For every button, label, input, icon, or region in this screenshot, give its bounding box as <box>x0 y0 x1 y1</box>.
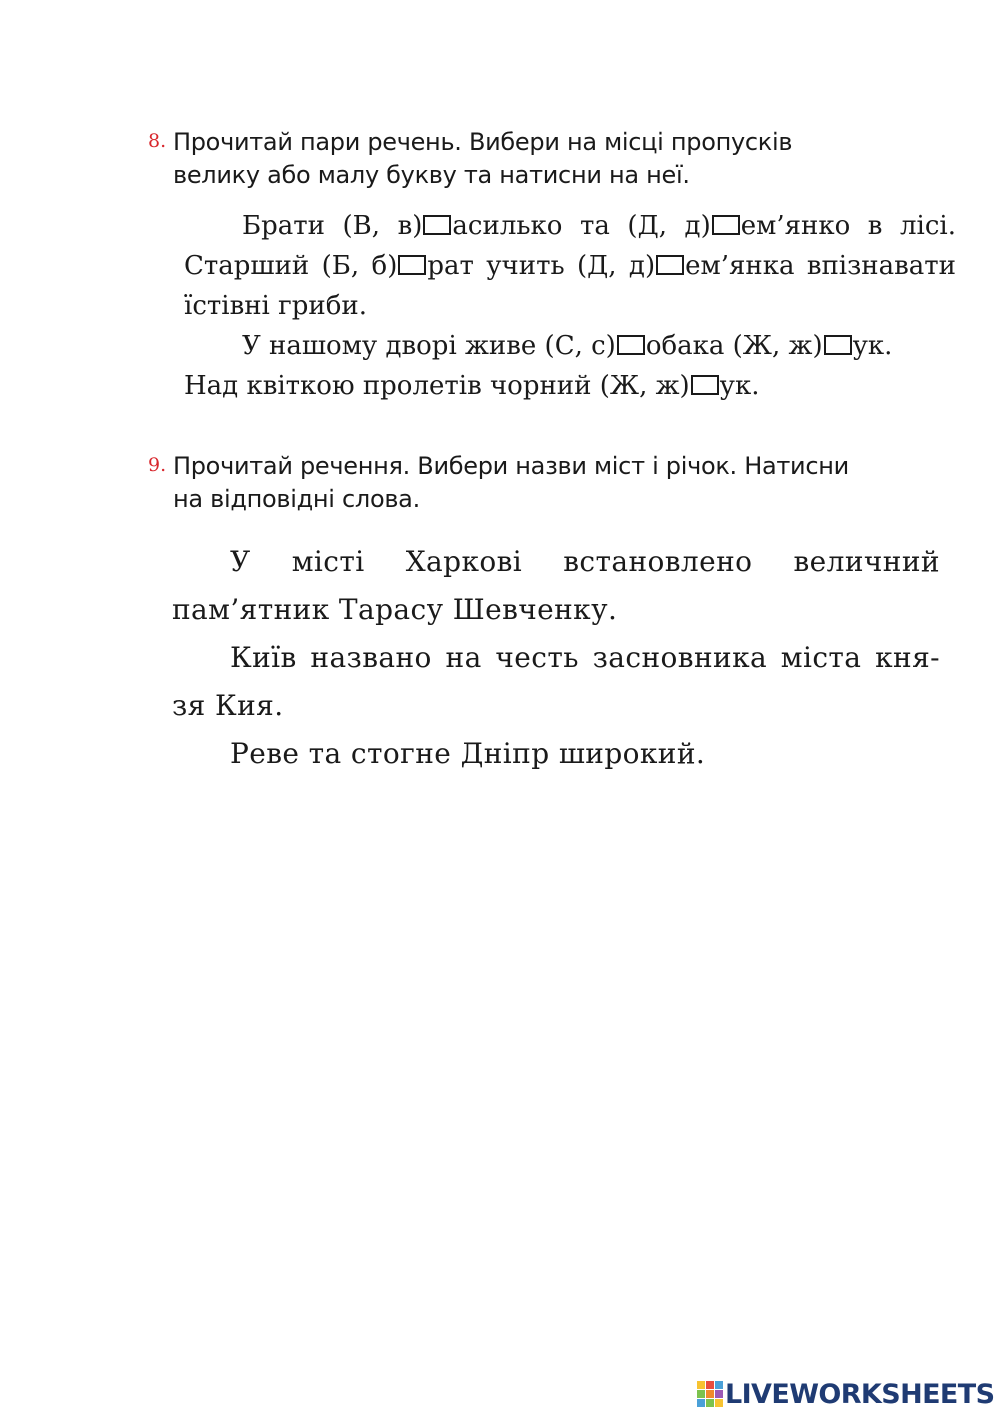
task-9-sentence-2 <box>172 634 940 730</box>
text-fragment: встановлено величний пам’ятник Тарасу Шевченку. <box>172 545 940 626</box>
selectable-word-kyiv[interactable]: Київ <box>230 641 297 674</box>
answer-gap-4[interactable] <box>656 255 684 275</box>
task-8-paragraph-2 <box>184 326 956 406</box>
task-9-instruction-line-1: Прочитай речення. Вибери назви міст і річок. Натисни <box>173 452 849 480</box>
task-8 <box>148 126 958 406</box>
liveworksheets-logo <box>697 1379 993 1409</box>
selectable-word-kharkiv[interactable]: Харкові <box>405 545 523 578</box>
task-8-instruction-line-1: Прочитай пари речень. Вибери на місці пропусків <box>173 128 793 156</box>
text-fragment: У нашому дворі живе (С, с) <box>242 331 616 361</box>
liveworksheets-logo-icon <box>697 1381 723 1407</box>
task-9-instruction <box>173 450 958 516</box>
text-fragment: обака (Ж, ж) <box>645 331 823 361</box>
text-fragment: ук. <box>852 331 893 361</box>
answer-gap-2[interactable] <box>712 215 740 235</box>
task-8-number: 8. <box>148 130 167 152</box>
answer-gap-1[interactable] <box>423 215 451 235</box>
text-fragment: широкий. <box>549 737 706 770</box>
task-9-number: 9. <box>148 454 167 476</box>
answer-gap-6[interactable] <box>824 335 852 355</box>
text-fragment: названо на честь засновника міста кня-зя Кия. <box>172 641 940 722</box>
logo-text: LIVEWORKSHEETS <box>725 1378 995 1410</box>
task-8-instruction <box>173 126 958 192</box>
answer-gap-7[interactable] <box>691 375 719 395</box>
text-fragment: У місті <box>230 545 406 578</box>
text-fragment: ем’янко в лісі. Старший (Б, б) <box>184 211 956 281</box>
task-8-instruction-line-2: велику або малу букву та натисни на неї. <box>173 161 690 189</box>
task-9-instruction-line-2: на відповідні слова. <box>173 485 420 513</box>
text-fragment: Над квіткою пролетів чорний (Ж, ж) <box>184 371 690 401</box>
selectable-word-dnipro[interactable]: Дніпр <box>460 737 550 770</box>
text-fragment: ук. <box>719 371 760 401</box>
task-9 <box>148 450 958 778</box>
task-9-sentence-3 <box>172 730 940 778</box>
text-fragment: асилько та (Д, д) <box>452 211 711 241</box>
text-fragment: рат учить (Д, д) <box>427 251 656 281</box>
answer-gap-5[interactable] <box>617 335 645 355</box>
answer-gap-3[interactable] <box>398 255 426 275</box>
task-9-sentence-1 <box>172 538 940 634</box>
text-fragment: ем’янка впізнавати їстівні гриби. <box>184 251 956 321</box>
text-fragment: Брати (В, в) <box>242 211 423 241</box>
text-fragment: Реве та стогне <box>230 737 461 770</box>
task-8-paragraph-1 <box>184 206 956 326</box>
